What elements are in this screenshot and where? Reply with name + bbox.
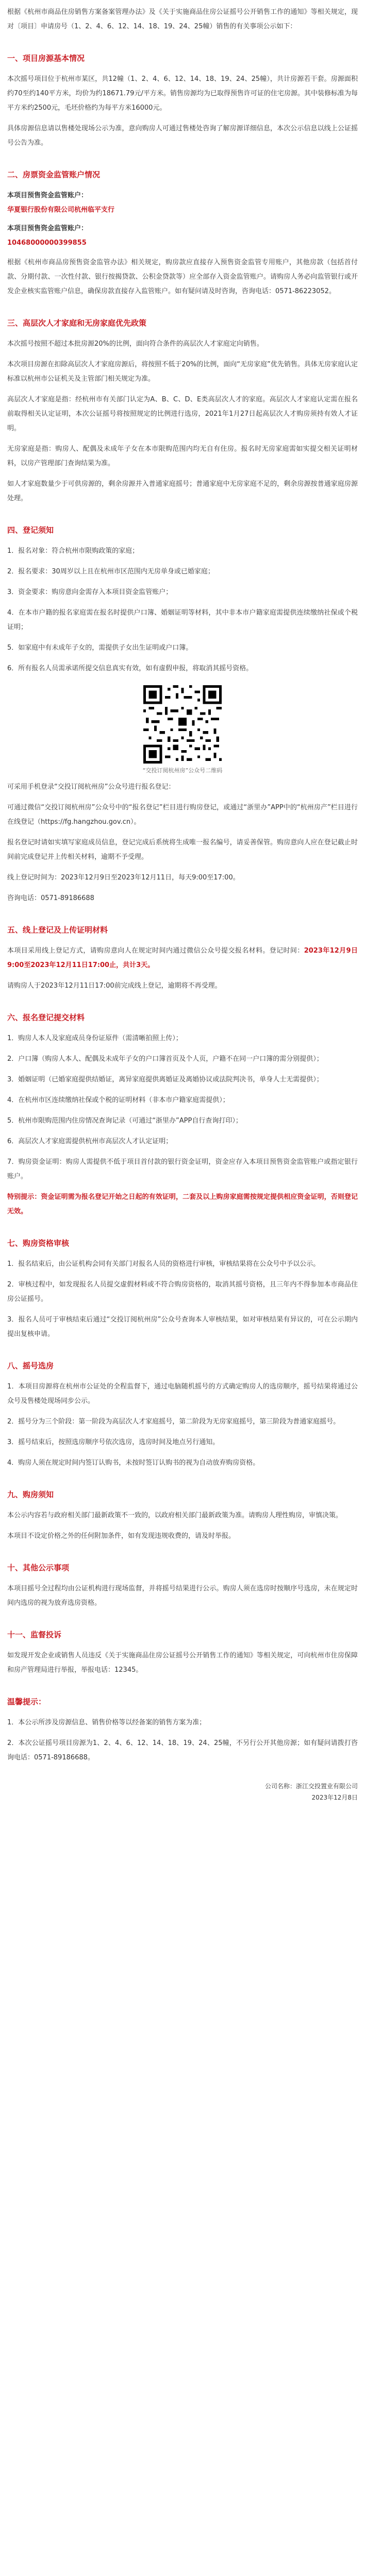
section-paragraph: 无房家庭是指：购房人、配偶及未成年子女在本市限购范围内均无自有住房。报名时无房家庭需如实提交相关证明材料，以房产管理部门查询结果为准。 xyxy=(7,445,358,467)
list-item: 1．购房人本人及家庭成员身份证原件（需清晰拍照上传）； xyxy=(7,1035,182,1042)
list-item: 4．在本市户籍的报名家庭需在报名时提供户口簿、婚姻证明等材料，其中非本市户籍家庭需提供连续缴纳社保或个税证明； xyxy=(7,609,358,631)
list-item: 6．所有报名人员需承诺所提交信息真实有效，如有虚假申报，将取消其摇号资格。 xyxy=(7,665,253,672)
list-item: 2．本次公证摇号项目房源为1、2、4、6、12、14、18、19、24、25幢，不另行公开其他房源；如有疑问请拨打咨询电话：0571-89186688。 xyxy=(7,1739,358,1761)
footer xyxy=(7,1781,358,1803)
section-paragraph: 咨询电话：0571-89186688 xyxy=(7,894,94,902)
account-note: 根据《杭州市商品房预售资金监管办法》相关规定，购房款应直接存入预售资金监管专用账户，其他房款（包括首付款、分期付款、一次性付款、银行按揭贷款、公积金贷款等）应全部存入资金监管账户。请购房人务必向监管银行或开发企业核实监管账户信息，确保房款直接存入监管账户。如有疑问请及时咨询，咨询电话：0571-86223052。 xyxy=(7,259,358,295)
section-title-tips: 温馨提示： xyxy=(7,1697,46,1706)
section-paragraph: 本次摇号项目位于杭州市某区，共12幢（1、2、4、6、12、14、18、19、24、25幢），共计房源若干套。房源面积约70至约140平方米，均价为约18671.79元/平方米。销售房源均为已取得预售许可证的住宅房源。其中装修标准为每平方米约2500元，毛坯价格约为每平方米16000元。 xyxy=(7,75,358,112)
list-item: 1．本公示所涉及房源信息、销售价格等以经备案的销售方案为准； xyxy=(7,1719,206,1726)
list-item: 6．高层次人才家庭需提供杭州市高层次人才认定证明； xyxy=(7,1138,173,1145)
list-item: 5．杭州市限购范围内住房情况查询记录（可通过“浙里办”APP自行查询打印）； xyxy=(7,1117,242,1125)
section-title-materials: 六、报名登记提交材料 xyxy=(7,1013,85,1022)
section-title-account: 二、房票资金监管账户情况 xyxy=(7,170,101,179)
section-paragraph: 报名登记时请如实填写家庭成员信息，登记完成后系统将生成唯一报名编号，请妥善保管。购房意向人应在登记截止时间前完成登记并上传相关材料，逾期不予受理。 xyxy=(7,839,358,861)
qr-code-icon[interactable] xyxy=(143,685,222,764)
footer-company: 公司名称：浙江交投置业有限公司 xyxy=(264,1783,358,1790)
list-item: 2．摇号分为三个阶段：第一阶段为高层次人才家庭摇号，第二阶段为无房家庭摇号，第三阶段为普通家庭摇号。 xyxy=(7,1418,340,1426)
section-paragraph: 线上登记时间为：2023年12月9日至2023年12月11日，每天9:00至17:00。 xyxy=(7,874,240,882)
list-item: 5．如家庭中有未成年子女的，需提供子女出生证明或户口簿。 xyxy=(7,644,193,652)
section-title-supervision: 十一、监督投诉 xyxy=(7,1630,62,1639)
section-title-lottery: 八、摇号选房 xyxy=(7,1361,54,1370)
section-title-other: 十、其他公示事项 xyxy=(7,1563,70,1572)
qr-caption: “交投订阅杭州房”公众号二维码 xyxy=(142,767,223,774)
list-item: 7．购房资金证明：购房人需提供不低于项目首付款的银行资金证明，资金应存入本项目预售资金监管账户或指定银行账户。 xyxy=(7,1158,358,1180)
list-item: 3．婚姻证明（已婚家庭提供结婚证，离异家庭提供离婚证及离婚协议或法院判决书，单身人士无需提供）； xyxy=(7,1076,323,1083)
section-title-registration: 四、登记须知 xyxy=(7,526,54,535)
account-number-label: 本项目预售资金监管账户： xyxy=(7,225,88,232)
section-paragraph: 可通过微信“交投订阅杭州房”公众号中的“报名登记”栏目进行购房登记，或通过“浙里办”APP中的“杭州房产”栏目进行在线登记（https://fg.hangzhou.gov.cn）。 xyxy=(7,804,358,826)
list-item: 1．本项目房源将在杭州市公证处的全程监督下，通过电脑随机摇号的方式确定购房人的选房顺序，摇号结果将通过公众号及售楼处现场同步公示。 xyxy=(7,1383,358,1405)
section-paragraph: 如人才家庭数量少于可供房源的，剩余房源并入普通家庭摇号；普通家庭中无房家庭不足的，剩余房源按普通家庭房源处理。 xyxy=(7,480,358,502)
list-item: 4．在杭州市区连续缴纳社保或个税的证明材料（非本市户籍家庭需提供）； xyxy=(7,1096,229,1104)
list-item: 3．报名人员可于审核结束后通过“交投订阅杭州房”公众号查询本人审核结果，如对审核结果有异议的，可在公示期内提出复核申请。 xyxy=(7,1316,358,1338)
qr-block xyxy=(7,685,358,775)
section-paragraph xyxy=(7,944,358,973)
registration-prefix: 本项目采用线上登记方式，请购房意向人在规定时间内通过微信公众号提交报名材料。登记时间： xyxy=(7,947,304,955)
section-paragraph: 请购房人于2023年12月11日17:00前完成线上登记，逾期将不再受理。 xyxy=(7,982,222,990)
section-title-online-registration: 五、线上登记及上传证明材料 xyxy=(7,925,108,935)
section-paragraph: 本次摇号按照不超过本批房源20%的比例，面向符合条件的高层次人才家庭定向销售。 xyxy=(7,340,263,348)
list-item: 2．审核过程中，如发现报名人员提交虚假材料或不符合购房资格的，取消其摇号资格，且三年内不得参加本市商品住房公证摇号。 xyxy=(7,1281,358,1303)
list-item: 2．户口簿（购房人本人、配偶及未成年子女的户口簿首页及个人页，户籍不在同一户口簿的需分别提供）； xyxy=(7,1055,323,1063)
intro-paragraph: 根据《杭州市商品住房销售方案备案管理办法》及《关于实施商品住房公证摇号公开销售工作的通知》等相关规定，现对〔项目〕申请房号（1、2、4、6、12、14、18、19、24、25幢）销售的有关事项公示如下： xyxy=(7,8,358,30)
section-paragraph: 如发现开发企业或销售人员违反《关于实施商品住房公证摇号公开销售工作的通知》等相关规定，可向杭州市住房保障和房产管理局进行举报，举报电话：12345。 xyxy=(7,1652,358,1674)
list-item: 4．购房人须在规定时间内签订认购书，未按时签订认购书的视为自动放弃购房资格。 xyxy=(7,1459,260,1467)
section-paragraph: 本次项目房源在扣除高层次人才家庭房源后，将按照不低于20%的比例，面向“无房家庭”优先销售。具体无房家庭认定标准以杭州市公证机关及主管部门相关规定为准。 xyxy=(7,361,358,383)
account-number: 10468000000399855 xyxy=(7,239,87,247)
list-item: 3．摇号结束后，按照选房顺序号依次选房，选房时间及地点另行通知。 xyxy=(7,1438,220,1446)
section-paragraph: 本公示内容若与政府相关部门最新政策不一致的，以政府相关部门最新政策为准。请购房人理性购房，审慎决策。 xyxy=(7,1512,343,1519)
section-paragraph: 可采用手机登录“交投订阅杭州房”公众号进行报名登记： xyxy=(7,783,175,791)
list-item: 3．资金要求：购房意向金需存入本项目资金监管账户； xyxy=(7,588,173,596)
warning-paragraph: 特别提示：资金证明需为报名登记开始之日起的有效证明，二套及以上购房家庭需按规定提供相应资金证明，否则登记无效。 xyxy=(7,1193,358,1215)
list-item: 1．报名结束后，由公证机构会同有关部门对报名人员的资格进行审核，审核结果将在公众号中予以公示。 xyxy=(7,1260,320,1268)
section-paragraph: 具体房源信息请以售楼处现场公示为准，意向购房人可通过售楼处咨询了解房源详细信息，本次公示信息以线上公证摇号公告为准。 xyxy=(7,125,358,147)
section-title-review: 七、购房资格审核 xyxy=(7,1239,70,1248)
list-item: 2．报名要求：30周岁以上且在杭州市区范围内无房单身或已婚家庭； xyxy=(7,568,214,575)
list-item: 1．报名对象：符合杭州市限购政策的家庭； xyxy=(7,547,139,555)
section-title-priority: 三、高层次人才家庭和无房家庭优先政策 xyxy=(7,318,147,328)
account-name-label: 本项目预售资金监管账户： xyxy=(7,192,88,199)
section-paragraph: 本项目摇号全过程均由公证机构进行现场监督，并将摇号结果进行公示。购房人须在选房时按顺序号选房，未在规定时间内选房的视为放弃选房资格。 xyxy=(7,1585,358,1607)
footer-date: 2023年12月8日 xyxy=(311,1794,358,1801)
section-title-project: 一、项目房源基本情况 xyxy=(7,54,85,63)
section-title-purchase-notes: 九、购房须知 xyxy=(7,1490,54,1499)
account-bank-name: 华夏银行股份有限公司杭州临平支行 xyxy=(7,206,115,214)
section-paragraph: 高层次人才家庭是指：经杭州市有关部门认定为A、B、C、D、E类高层次人才的家庭。高层次人才家庭认定需在报名前取得相关认定证明，本次公证摇号将按照规定的比例进行选房，2021年1月27日起高层次人才购房须持有效人才证明。 xyxy=(7,396,358,432)
registration-time-highlight: 2023年12月9日9:00至2023年12月11日17:00止，共计3天。 xyxy=(7,947,358,969)
section-paragraph: 本项目不设定价格之外的任何附加条件，如有发现违规收费的，请及时举报。 xyxy=(7,1532,236,1540)
